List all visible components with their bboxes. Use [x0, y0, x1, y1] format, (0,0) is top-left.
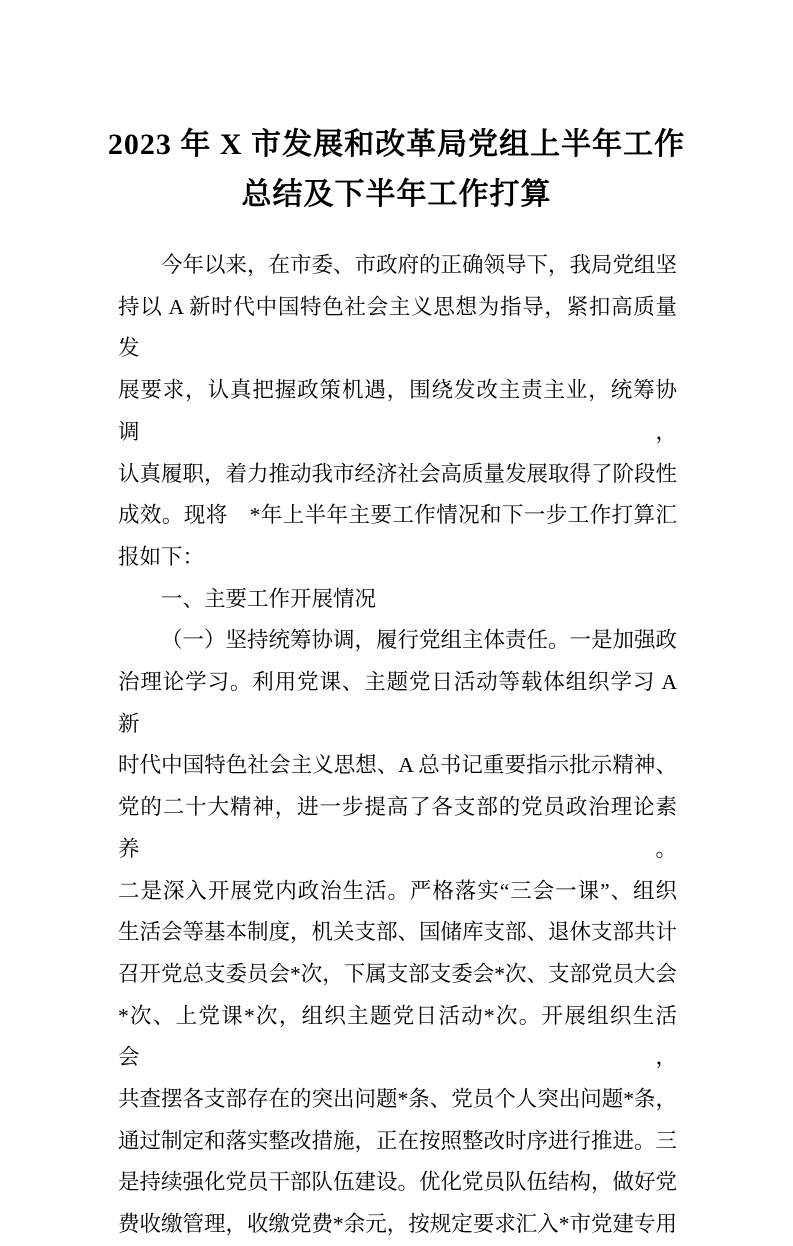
title-line: 总结及下半年工作打算 — [241, 178, 552, 211]
body-line: *次、上党课*次，组织主题党日活动*次。开展组织生活会， — [118, 1003, 677, 1070]
body-line: （一）坚持统筹协调，履行党组主体责任。一是加强政 — [161, 628, 678, 653]
body-line: 召开党总支委员会*次，下属支部支委会*次、支部党员大会 — [118, 961, 678, 986]
body-line: 党的二十大精神，进一步提高了各支部的党员政治理论素养。 — [118, 795, 677, 861]
body-line: 成效。现将 *年上半年主要工作情况和下一步工作打算汇 — [118, 503, 677, 528]
body-line: 认真履职，着力推动我市经济社会高质量发展取得了阶段性 — [118, 461, 678, 486]
body-line: 是持续强化党员干部队伍建设。优化党员队伍结构，做好党 — [118, 1170, 678, 1195]
document-body — [118, 245, 677, 1246]
body-line: 二是深入开展党内政治生活。严格落实“三会一课”、组织 — [118, 878, 677, 903]
title-line: 2023 年 X 市发展和改革局党组上半年工作 — [107, 128, 686, 161]
body-line: 共查摆各支部存在的突出问题*条、党员个人突出问题*条， — [118, 1087, 678, 1112]
body-line: 展要求，认真把握政策机遇，围绕发改主责主业，统筹协调， — [118, 378, 677, 444]
body-line: 持以 A 新时代中国特色社会主义思想为指导，紧扣高质量发 — [118, 294, 677, 361]
document-title — [56, 120, 737, 220]
section-heading: 一、主要工作开展情况 — [161, 586, 377, 611]
body-line: 报如下： — [118, 544, 205, 569]
body-line: 费收缴管理，收缴党费*余元，按规定要求汇入*市党建专用 — [118, 1212, 678, 1237]
body-line: 时代中国特色社会主义思想、A 总书记重要指示批示精神、 — [118, 753, 677, 778]
document-page — [0, 120, 793, 1242]
body-line: 今年以来，在市委、市政府的正确领导下，我局党组坚 — [161, 253, 678, 277]
body-line: 生活会等基本制度，机关支部、国储库支部、退休支部共计 — [118, 920, 678, 945]
body-line: 通过制定和落实整改措施，正在按照整改时序进行推进。三 — [118, 1128, 678, 1153]
body-line: 治理论学习。利用党课、主题党日活动等载体组织学习 A 新 — [118, 670, 677, 736]
